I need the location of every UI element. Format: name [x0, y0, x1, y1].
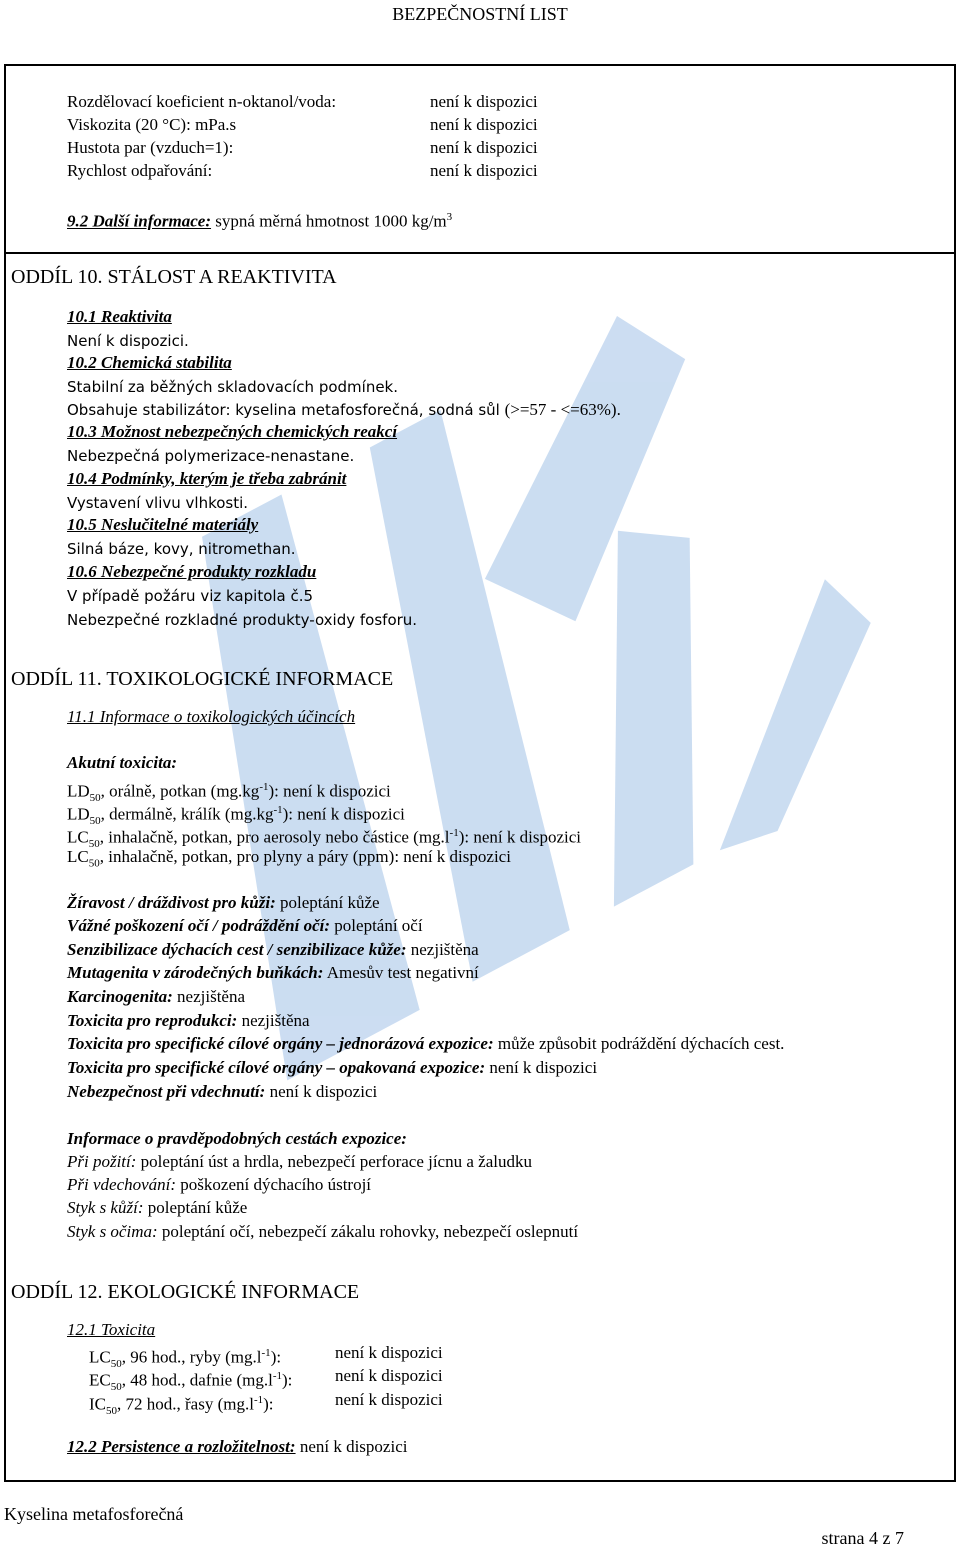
subsection-text: Nebezpečné rozkladné produkty-oxidy fosforu. — [67, 611, 418, 629]
text: LD — [67, 804, 90, 824]
route-value: poleptání očí, nebezpečí zákalu rohovky, nebezpečí oslepnutí — [161, 1222, 579, 1241]
tox-item-value: nezjištěna — [410, 940, 479, 959]
tox-item-value: není k dispozici — [269, 1082, 378, 1101]
route-label: Styk s očima: — [67, 1222, 158, 1241]
section-10-title: ODDÍL 10. STÁLOST A REAKTIVITA — [11, 266, 337, 288]
prop-value: není k dispozici — [430, 161, 538, 180]
subsection-text: Silná báze, kovy, nitromethan. — [67, 540, 296, 558]
route-label: Při vdechování: — [67, 1175, 177, 1194]
superscript: 3 — [446, 211, 453, 223]
superscript: -1 — [253, 1394, 264, 1406]
tox-item-label: Vážné poškození očí / podráždění očí: — [67, 916, 331, 935]
tox-item-value: může způsobit podráždění dýchacích cest. — [497, 1034, 785, 1053]
subscript: 50 — [89, 815, 101, 828]
exposure-route — [67, 1151, 532, 1173]
tox-item — [67, 939, 479, 961]
tox-item-label: Toxicita pro reprodukci: — [67, 1011, 238, 1030]
exposure-routes-heading: Informace o pravděpodobných cestách expozice: — [67, 1129, 407, 1148]
section-9-2-text: sypná měrná hmotnost 1000 kg/m — [215, 211, 447, 231]
subsection-heading: 10.6 Nebezpečné produkty rozkladu — [67, 562, 317, 581]
subsection-heading: 12.1 Toxicita — [67, 1320, 156, 1339]
tox-item-label: Karcinogenita: — [67, 987, 173, 1006]
footer-page-number: strana 4 z 7 — [821, 1528, 904, 1548]
tox-item — [67, 915, 423, 937]
text: ): není k dispozici — [458, 827, 581, 847]
prop-label: Rychlost odpařování: — [67, 161, 213, 180]
tox-item-value: poleptání kůže — [280, 893, 380, 912]
tox-item-value: poleptání očí — [334, 916, 423, 935]
tox-item-label: Toxicita pro specifické cílové orgány – opakovaná expozice: — [67, 1058, 486, 1077]
section-12-title: ODDÍL 12. EKOLOGICKÉ INFORMACE — [11, 1281, 360, 1303]
tox-item-label: Nebezpečnost při vdechnutí: — [67, 1082, 266, 1101]
eco-row-value: není k dispozici — [335, 1343, 443, 1362]
subscript: 50 — [110, 1381, 122, 1394]
tox-item-label: Toxicita pro specifické cílové orgány – jednorázová expozice: — [67, 1034, 494, 1053]
text: ): není k dispozici — [268, 781, 391, 801]
subsection-text: Není k dispozici. — [67, 332, 189, 350]
subsection-heading: 10.5 Neslučitelné materiály — [67, 515, 259, 534]
text: EC — [89, 1370, 111, 1390]
text: LD — [67, 781, 90, 801]
tox-item — [67, 986, 245, 1008]
subscript: 50 — [88, 838, 100, 851]
text: ): — [263, 1394, 274, 1414]
route-value: poškození dýchacího ústrojí — [180, 1175, 372, 1194]
tox-item — [67, 892, 380, 914]
prop-label: Viskozita (20 °C): mPa.s — [67, 115, 237, 134]
tox-item — [67, 1081, 377, 1103]
subsection-text: není k dispozici — [299, 1437, 408, 1456]
section-9-2-heading: 9.2 Další informace: — [67, 211, 212, 231]
subsection-text: V případě požáru viz kapitola č.5 — [67, 587, 314, 605]
subscript: 50 — [106, 1405, 117, 1418]
tox-item-label: Žíravost / dráždivost pro kůži: — [67, 893, 276, 912]
exposure-route — [67, 1174, 371, 1196]
stabilizer-text: Obsahuje stabilizátor: kyselina metafosforečná, sodná sůl — [67, 401, 500, 419]
tox-item-value: nezjištěna — [177, 987, 246, 1006]
subscript: 50 — [89, 792, 101, 805]
prop-value: není k dispozici — [430, 92, 538, 111]
tox-item-value: není k dispozici — [489, 1058, 598, 1077]
subsection-text: Nebezpečná polymerizace-nenastane. — [67, 447, 355, 465]
document-header: BEZPEČNOSTNÍ LIST — [392, 4, 568, 24]
text: LC — [67, 827, 89, 847]
subsection-heading: 10.3 Možnost nebezpečných chemických reakcí — [67, 422, 398, 441]
route-label: Při požití: — [67, 1152, 137, 1171]
tox-item-label: Senzibilizace dýchacích cest / senzibilizace kůže: — [67, 940, 407, 959]
text: , 96 hod., ryby (mg.l — [121, 1347, 262, 1367]
tox-item-value: Amesův test negativní — [326, 963, 479, 982]
exposure-route — [67, 1197, 247, 1219]
subsection-text: Vystavení vlivu vlhkosti. — [67, 494, 249, 512]
tox-item — [67, 1057, 597, 1079]
footer-product-name: Kyselina metafosforečná — [4, 1504, 184, 1524]
tox-item — [67, 962, 479, 984]
stabilizer-range: (>=57 - <=63%). — [504, 400, 621, 419]
acute-toxicity-heading: Akutní toxicita: — [67, 753, 178, 772]
prop-label: Hustota par (vzduch=1): — [67, 138, 234, 157]
exposure-route — [67, 1221, 578, 1243]
subsection-text — [67, 399, 621, 421]
route-label: Styk s kůží: — [67, 1198, 144, 1217]
text: ): — [282, 1370, 293, 1390]
tox-item — [67, 1010, 310, 1032]
tox-item — [67, 1033, 784, 1055]
text: , inhalačně, potkan, pro aerosoly nebo částice (mg.l — [99, 827, 450, 847]
superscript: -1 — [259, 781, 269, 793]
text: ): — [270, 1347, 282, 1367]
superscript: -1 — [272, 1370, 282, 1382]
text: LC — [67, 847, 89, 866]
route-value: poleptání kůže — [147, 1198, 248, 1217]
section-11-title: ODDÍL 11. TOXIKOLOGICKÉ INFORMACE — [11, 668, 394, 690]
eco-row-value: není k dispozici — [335, 1366, 443, 1385]
text: , 48 hod., dafnie (mg.l — [121, 1370, 273, 1390]
prop-label: Rozdělovací koeficient n-oktanol/voda: — [67, 92, 337, 111]
text: , dermálně, králík (mg.kg — [100, 804, 274, 824]
superscript: -1 — [273, 804, 283, 816]
subscript: 50 — [88, 857, 100, 870]
route-value: poleptání úst a hrdla, nebezpečí perforace jícnu a žaludku — [140, 1152, 532, 1171]
text: , orálně, potkan (mg.kg — [100, 781, 260, 801]
subsection-heading: 10.4 Podmínky, kterým je třeba zabránit — [67, 469, 347, 488]
lc50-gas — [67, 846, 511, 874]
text: , 72 hod., řasy (mg.l — [117, 1394, 254, 1414]
subsection-heading: 12.2 Persistence a rozložitelnost: — [67, 1437, 296, 1456]
tox-item-value: nezjištěna — [241, 1011, 310, 1030]
superscript: -1 — [261, 1347, 271, 1359]
subscript: 50 — [110, 1358, 122, 1371]
section-12-2 — [67, 1436, 407, 1458]
subsection-text: Stabilní za běžných skladovacích podmínek. — [67, 378, 399, 396]
tox-item-label: Mutagenita v zárodečných buňkách: — [67, 963, 324, 982]
text: LC — [89, 1347, 111, 1367]
section-9-2 — [67, 206, 452, 233]
superscript: -1 — [449, 827, 459, 839]
subsection-heading: 10.2 Chemická stabilita — [67, 353, 232, 372]
text: IC — [89, 1394, 106, 1414]
eco-row-value: není k dispozici — [335, 1390, 443, 1409]
prop-value: není k dispozici — [430, 115, 538, 134]
subsection-heading: 11.1 Informace o toxikologických účincích — [67, 707, 356, 726]
text: , inhalačně, potkan, pro plyny a páry (ppm): není k dispozici — [99, 847, 511, 866]
eco-row-label — [89, 1389, 274, 1422]
text: ): není k dispozici — [282, 804, 405, 824]
prop-value: není k dispozici — [430, 138, 538, 157]
subsection-heading: 10.1 Reaktivita — [67, 307, 172, 326]
